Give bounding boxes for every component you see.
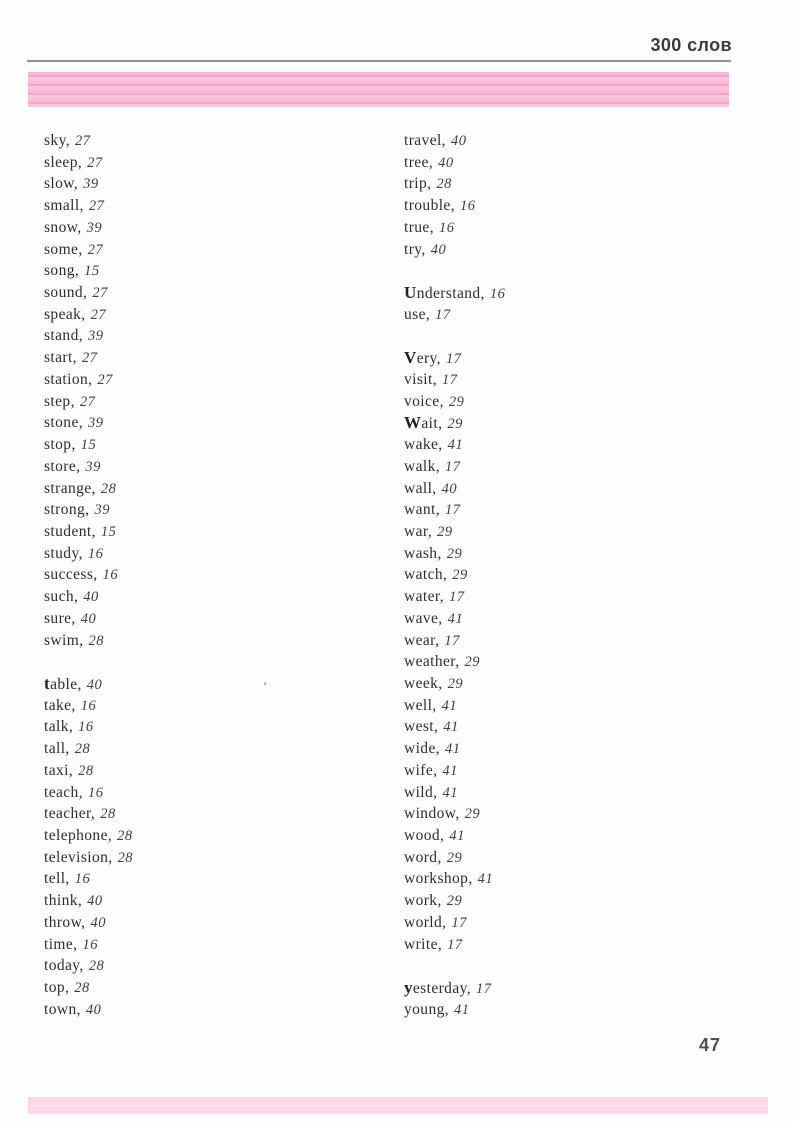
entry-page-number: 40 [85,1001,102,1018]
entry-page-number: 15 [100,523,117,540]
section-lead-letter: V [404,348,417,368]
index-entry [44,347,374,369]
entry-word: study, [44,544,83,562]
entry-word: teach, [44,783,83,801]
entry-page-number: 28 [88,958,105,975]
index-entry [404,868,734,890]
entry-word: start, [44,349,77,367]
entry-page-number: 16 [87,784,104,801]
entry-word: sound, [44,284,88,302]
entry-word: top, [44,979,70,997]
index-entry [44,803,374,825]
entry-word: sure, [44,609,76,627]
entry-page-number: 40 [83,589,99,606]
entry-word: town, [44,1000,81,1018]
entry-page-number: 29 [448,393,465,410]
index-entry [44,260,374,282]
entry-word: voice, [404,392,444,410]
entry-page-number: 15 [84,263,100,280]
index-entry [44,868,374,890]
entry-word: wall, [404,479,437,497]
entry-page-number: 16 [74,871,91,888]
index-entry [404,912,734,934]
entry-page-number: 29 [446,893,463,910]
entry-page-number: 16 [78,719,94,736]
index-entry [404,456,734,478]
bottom-pink-band [28,1097,768,1114]
index-entry [404,782,734,804]
index-entry [404,738,734,760]
entry-page-number: 27 [90,306,107,323]
entry-word: wife, [404,761,438,779]
entry-page-number: 28 [117,828,133,844]
entry-word: tree, [404,153,434,171]
index-entry [404,651,734,673]
entry-page-number: 17 [451,914,467,931]
index-entry [44,673,374,695]
entry-word: trouble, [404,197,455,215]
index-entry [404,999,734,1021]
index-entry [44,977,374,999]
entry-page-number: 28 [78,762,94,779]
entry-page-number: 16 [82,936,98,953]
entry-word: some, [44,240,83,258]
index-entry [404,847,734,869]
index-entry [44,217,374,239]
index-entry [44,478,374,500]
entry-word: today, [44,957,84,975]
index-entry [44,934,374,956]
entry-word: teacher, [44,805,96,823]
blank-row [404,955,734,977]
entry-word: telephone, [44,827,113,844]
entry-page-number: 27 [75,133,91,149]
entry-word: slow, [44,175,79,193]
index-entry [44,434,374,456]
entry-page-number: 29 [464,806,481,823]
entry-page-number: 17 [449,589,465,606]
entry-word: tell, [44,870,70,888]
entry-word: weather, [404,653,460,671]
entry-page-number: 39 [86,219,103,236]
entry-page-number: 27 [97,371,113,388]
entry-page-number: 41 [442,762,458,779]
blank-row [44,651,374,673]
index-entry [404,716,734,738]
entry-page-number: 41 [442,784,458,801]
entry-word: watch, [404,566,448,584]
entry-word: write, [404,935,443,953]
entry-page-number: 29 [464,654,481,671]
index-entry [404,304,734,326]
index-entry [404,803,734,825]
entry-word: wake, [404,436,443,454]
index-entry [44,239,374,261]
index-entry [44,412,374,434]
entry-word: world, [404,913,447,931]
index-entry [404,369,734,391]
entry-word: well, [404,696,437,714]
index-entry [404,239,734,261]
section-lead-letter: y [404,978,413,998]
entry-word: step, [44,392,75,410]
blank-row [404,325,734,347]
entry-word: strange, [44,479,96,497]
index-entry [44,586,374,608]
entry-page-number: 39 [83,176,99,193]
entry-word: sky, [44,132,71,149]
entry-page-number: 28 [117,849,134,866]
index-entry [404,195,734,217]
entry-word: song, [44,262,80,280]
entry-word: take, [44,696,76,714]
entry-word: sleep, [44,153,83,171]
entry-page-number: 39 [85,458,101,475]
entry-word: word, [404,848,442,866]
entry-page-number: 17 [444,632,460,649]
index-entry [44,391,374,413]
entry-word: water, [404,588,445,606]
entry-word: station, [44,370,93,388]
index-entry [44,456,374,478]
index-entry [44,695,374,717]
entry-page-number: 17 [445,502,461,519]
entry-word: visit, [404,370,437,388]
index-entry [44,847,374,869]
entry-page-number: 29 [446,545,463,562]
entry-word: store, [44,457,81,475]
index-entry [404,890,734,912]
index-entry [404,673,734,695]
entry-word: want, [404,501,441,519]
index-entry [404,543,734,565]
entry-word: true, [404,218,434,236]
index-entry [404,217,734,239]
header-rule [27,60,731,62]
entry-word: tall, [44,740,70,758]
entry-page-number: 40 [87,893,103,910]
index-entry [44,738,374,760]
entry-word: wild, [404,783,438,801]
entry-word: stop, [44,436,76,454]
index-entry [404,412,734,434]
index-entry [44,716,374,738]
index-entry [44,499,374,521]
entry-page-number: 27 [81,350,98,367]
entry-word: such, [44,588,79,606]
index-entry [44,195,374,217]
page-header-title: 300 слов [650,35,732,55]
entry-page-number: 41 [441,697,458,714]
entry-word: student, [44,522,96,540]
index-entry [44,173,374,195]
entry-page-number: 40 [430,241,447,258]
index-entry [44,912,374,934]
entry-page-number: 17 [441,371,458,388]
entry-word: wear, [404,631,440,649]
entry-word: stand, [44,327,83,345]
entry-page-number: 15 [80,437,97,454]
entry-word: taxi, [44,761,74,779]
index-entry [404,434,734,456]
index-column-left [44,130,374,1020]
index-entry [404,630,734,652]
index-entry [404,521,734,543]
entry-page-number: 40 [86,676,103,693]
index-entry [44,304,374,326]
index-entry [44,152,374,174]
entry-word: stone, [44,414,83,432]
entry-page-number: 29 [447,416,463,433]
entry-page-number: 27 [79,393,96,410]
entry-page-number: 16 [459,198,476,215]
entry-word: speak, [44,305,86,323]
entry-word: small, [44,197,84,215]
entry-word: window, [404,805,460,823]
index-entry [44,369,374,391]
entry-page-number: 41 [443,719,459,736]
index-entry [44,282,374,304]
index-entry [44,760,374,782]
index-entry [44,564,374,586]
index-entry [44,955,374,977]
entry-word: work, [404,892,442,910]
entry-page-number: 40 [450,133,467,149]
entry-page-number: 28 [100,480,117,497]
entry-page-number: 40 [438,154,454,171]
entry-page-number: 17 [445,458,461,475]
entry-page-number: 16 [87,545,104,562]
index-entry [44,325,374,347]
index-entry [404,173,734,195]
index-entry [404,130,734,152]
section-lead-letter: U [404,283,417,303]
entry-word: use, [404,305,431,323]
index-entry [44,130,374,152]
entry-word: travel, [404,132,446,149]
scan-artifact-mark: ’ [263,679,267,693]
entry-page-number: 41 [445,741,461,758]
entry-page-number: 17 [435,306,451,323]
entry-page-number: 41 [447,437,464,454]
entry-page-number: 41 [449,828,465,844]
index-entry [404,152,734,174]
section-lead-letter: t [44,673,51,693]
entry-word: try, [404,240,426,258]
index-entry [404,934,734,956]
index-entry [44,890,374,912]
entry-page-number: 41 [477,871,494,888]
index-entry [44,521,374,543]
index-entry [404,608,734,630]
index-entry [404,760,734,782]
entry-page-number: 28 [74,980,90,997]
index-entry [404,564,734,586]
entry-word: wood, [404,827,445,844]
index-entry [44,782,374,804]
entry-page-number: 29 [452,567,468,584]
entry-word: swim, [44,631,84,649]
entry-page-number: 39 [88,328,104,345]
entry-word: west, [404,718,439,736]
entry-word: yesterday, [404,978,472,998]
index-entry [404,825,734,847]
entry-word: throw, [44,913,86,931]
entry-word: television, [44,848,113,866]
entry-page-number: 29 [437,523,453,540]
index-column-right [404,130,734,1020]
entry-page-number: 28 [88,632,104,649]
entry-page-number: 40 [441,480,458,497]
page-number: 47 [699,1035,722,1055]
entry-page-number: 27 [87,154,103,171]
entry-page-number: 27 [87,241,104,258]
entry-word: think, [44,892,83,910]
entry-page-number: 17 [447,936,463,953]
entry-word: week, [404,674,443,692]
index-entry [404,586,734,608]
index-entry [44,999,374,1021]
index-entry [404,695,734,717]
entry-page-number: 16 [489,286,506,303]
entry-word: walk, [404,457,441,475]
entry-word: wash, [404,544,442,562]
index-entry [404,391,734,413]
index-entry [44,543,374,565]
index-entry [404,499,734,521]
index-entry [404,282,734,304]
blank-row [404,260,734,282]
entry-page-number: 27 [92,285,108,302]
entry-page-number: 28 [74,741,91,758]
entry-word: Understand, [404,283,485,303]
top-pink-band [28,72,729,107]
entry-word: snow, [44,218,82,236]
entry-page-number: 16 [80,697,97,714]
entry-page-number: 29 [447,675,464,692]
entry-word: Wait, [404,413,443,433]
entry-word: trip, [404,175,432,193]
entry-word: wave, [404,609,443,627]
index-entry [404,347,734,369]
entry-word: war, [404,522,433,540]
entry-word: table, [44,673,82,693]
entry-page-number: 40 [80,610,97,627]
index-entry [404,977,734,999]
entry-page-number: 28 [436,176,452,193]
entry-page-number: 39 [94,502,110,519]
entry-word: time, [44,935,78,953]
entry-word: success, [44,566,98,584]
entry-word: wide, [404,740,441,758]
entry-page-number: 17 [476,981,492,998]
entry-page-number: 39 [88,415,104,432]
entry-page-number: 27 [88,198,105,215]
entry-page-number: 16 [102,567,119,584]
entry-word: workshop, [404,870,473,888]
entry-page-number: 29 [446,849,463,866]
index-entry [44,608,374,630]
entry-word: Very, [404,348,441,368]
entry-page-number: 17 [445,351,462,368]
section-lead-letter: W [404,413,422,433]
entry-word: strong, [44,501,90,519]
entry-page-number: 41 [447,610,464,627]
entry-page-number: 28 [100,806,116,823]
index-entry [404,478,734,500]
entry-page-number: 41 [454,1001,470,1018]
entry-word: talk, [44,718,74,736]
index-entry [44,630,374,652]
index-entry [44,825,374,847]
entry-page-number: 40 [90,914,106,931]
entry-page-number: 16 [438,219,455,236]
entry-word: young, [404,1000,450,1018]
